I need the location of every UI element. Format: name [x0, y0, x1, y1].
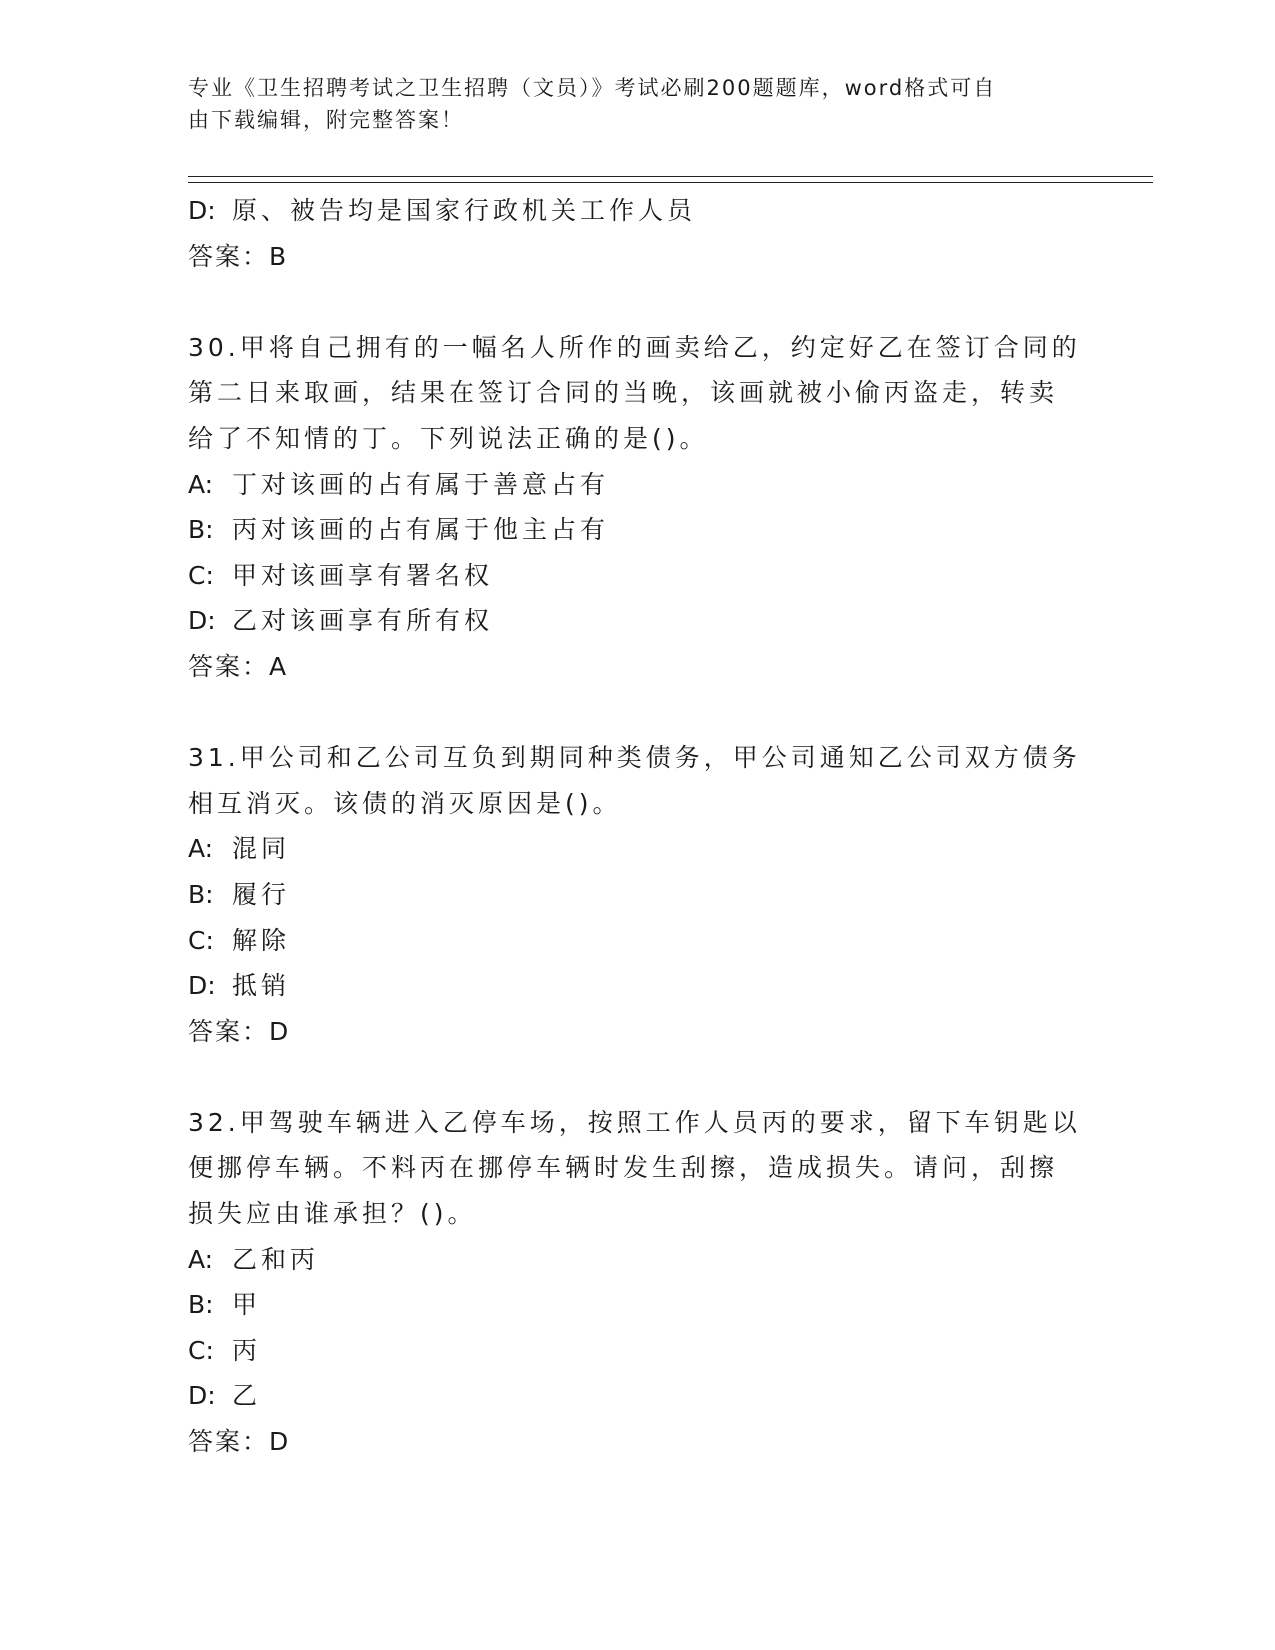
answer: 答案：D: [188, 1427, 291, 1457]
document-header: [188, 72, 1068, 136]
option-c: [188, 1328, 1088, 1374]
option-text: 抵销: [232, 971, 291, 1001]
question-line: 相互消灭。该债的消灭原因是()。: [188, 788, 622, 818]
answer: 答案：A: [188, 651, 289, 681]
option-text: 甲对该画享有署名权: [232, 560, 494, 590]
spacer: [188, 279, 1088, 325]
option-text: 乙对该画享有所有权: [232, 606, 494, 636]
question-line: 32.甲驾驶车辆进入乙停车场，按照工作人员丙的要求，留下车钥匙以: [188, 1107, 1081, 1137]
question-31: [188, 735, 1088, 1054]
question-line: 损失应由谁承担？()。: [188, 1199, 477, 1229]
option-text: 丙: [232, 1335, 262, 1365]
question-line: 第二日来取画，结果在签订合同的当晚，该画就被小偷丙盗走，转卖: [188, 378, 1059, 408]
option-d: [188, 598, 1088, 644]
option-b: [188, 1282, 1088, 1328]
option-key: A:: [188, 1244, 214, 1274]
option-key: C:: [188, 560, 214, 590]
question-32: [188, 1100, 1088, 1465]
option-key: A:: [188, 469, 214, 499]
option-b: [188, 507, 1088, 553]
option-key: B:: [188, 515, 214, 545]
option-key: A:: [188, 834, 214, 864]
prev-option-d: [188, 188, 1088, 234]
option-text: 乙和丙: [232, 1244, 320, 1274]
question-line: 给了不知情的丁。下列说法正确的是()。: [188, 423, 709, 453]
header-title-line-2: 由下载编辑，附完整答案！: [188, 108, 464, 132]
spacer: [188, 1054, 1088, 1100]
option-text: 甲: [232, 1290, 262, 1320]
option-a: [188, 826, 1088, 872]
question-30: [188, 325, 1088, 690]
option-key: D:: [188, 1381, 216, 1411]
spacer: [188, 690, 1088, 736]
option-a: [188, 1237, 1088, 1283]
option-c: [188, 918, 1088, 964]
option-c: [188, 553, 1088, 599]
option-text: 乙: [232, 1381, 262, 1411]
option-d: [188, 1373, 1088, 1419]
question-line: 30.甲将自己拥有的一幅名人所作的画卖给乙，约定好乙在签订合同的: [188, 332, 1081, 362]
option-key: C:: [188, 1335, 214, 1365]
option-text: 原、被告均是国家行政机关工作人员: [232, 196, 697, 225]
option-key: C:: [188, 925, 214, 955]
option-d: [188, 963, 1088, 1009]
prev-answer: 答案：B: [188, 241, 289, 271]
option-text: 履行: [232, 879, 291, 909]
option-key: D:: [188, 606, 216, 636]
header-divider-bottom: [188, 182, 1153, 183]
answer: 答案：D: [188, 1016, 291, 1046]
header-divider-top: [188, 176, 1153, 177]
question-line: 便挪停车辆。不料丙在挪停车辆时发生刮擦，造成损失。请问，刮擦: [188, 1153, 1059, 1183]
option-text: 混同: [232, 834, 291, 864]
option-text: 丙对该画的占有属于他主占有: [232, 515, 610, 545]
question-line: 31.甲公司和乙公司互负到期同种类债务，甲公司通知乙公司双方债务: [188, 743, 1081, 773]
header-title-line-1: 专业《卫生招聘考试之卫生招聘（文员）》考试必刷200题题库，word格式可自: [188, 76, 997, 100]
option-key: D:: [188, 971, 216, 1001]
option-text: 丁对该画的占有属于善意占有: [232, 469, 610, 499]
option-key: D:: [188, 196, 216, 225]
option-b: [188, 872, 1088, 918]
option-key: B:: [188, 1290, 214, 1320]
question-content: [188, 188, 1088, 1465]
option-a: [188, 462, 1088, 508]
option-key: B:: [188, 879, 214, 909]
option-text: 解除: [232, 925, 291, 955]
